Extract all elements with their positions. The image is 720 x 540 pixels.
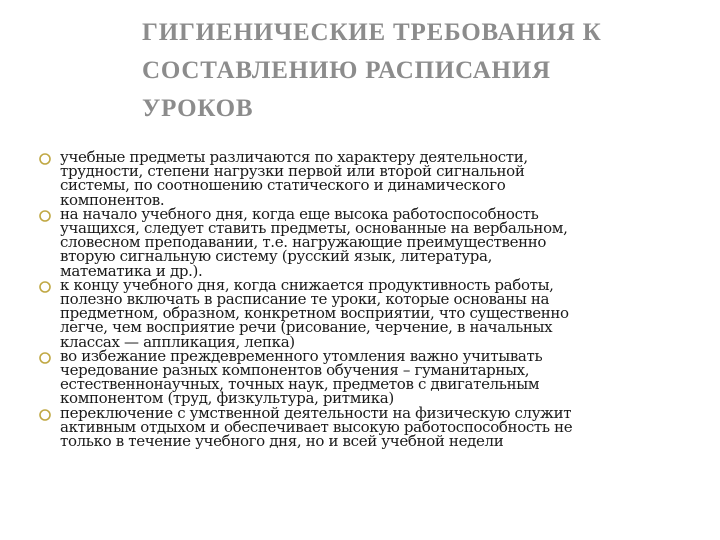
title-line-1: ГИГИЕНИЧЕСКИЕ ТРЕБОВАНИЯ К xyxy=(142,19,602,46)
bullet-text-line: классах — аппликация, лепка) xyxy=(60,332,295,351)
circle-bullet-icon xyxy=(38,408,52,422)
bullet-text-line: во избежание преждевременного утомления важно учитывать xyxy=(60,346,543,365)
bullet-text-line: только в течение учебного дня, но и всей учебной недели xyxy=(60,432,504,451)
bullet-item xyxy=(36,346,708,408)
bullet-text xyxy=(60,150,708,207)
bullet-text-line: легче, чем восприятие речи (рисование, черчение, в начальных xyxy=(60,318,553,337)
circle-bullet-icon xyxy=(38,280,52,294)
bullet-text-line: естественнонаучных, точных наук, предметов с двигательным xyxy=(60,375,540,394)
bullet-item xyxy=(36,403,708,451)
bullet-text xyxy=(60,403,708,451)
bullet-text xyxy=(60,346,708,408)
bullet-text-line: активным отдыхом и обеспечивает высокую работоспособность не xyxy=(60,417,573,436)
bullet-item xyxy=(36,275,708,351)
bullet-text xyxy=(60,204,708,280)
bullet-text-line: системы, по соотношению статического и динамического xyxy=(60,176,506,195)
bullet-text-line: чередование разных компонентов обучения – гуманитарных, xyxy=(60,361,530,380)
bullet-text-line: словесном преподавании, т.е. нагружающие преимущественно xyxy=(60,233,547,252)
bullet-item xyxy=(36,204,708,280)
circle-bullet-icon xyxy=(38,209,52,223)
bullet-list xyxy=(36,148,708,451)
bullet-text-line: на начало учебного дня, когда еще высока работоспособность xyxy=(60,204,539,223)
circle-bullet-icon xyxy=(38,152,52,166)
bullet-text-line: переключение с умственной деятельности на физическую служит xyxy=(60,403,572,422)
slide-title xyxy=(142,14,702,128)
bullet-text-line: предметном, образном, конкретном восприятии, что существенно xyxy=(60,304,569,323)
title-line-2: СОСТАВЛЕНИЮ РАСПИСАНИЯ xyxy=(142,57,551,84)
bullet-text xyxy=(60,275,708,351)
bullet-text-line: к концу учебного дня, когда снижается продуктивность работы, xyxy=(60,275,554,294)
bullet-text-line: трудности, степени нагрузки первой или второй сигнальной xyxy=(60,162,525,181)
bullet-text-line: учащихся, следует ставить предметы, основанные на вербальном, xyxy=(60,219,568,238)
bullet-text-line: учебные предметы различаются по характеру деятельности, xyxy=(60,148,528,166)
title-line-3: УРОКОВ xyxy=(142,95,254,122)
bullet-text-line: полезно включать в расписание те уроки, которые основаны на xyxy=(60,290,550,309)
bullet-item xyxy=(36,150,708,207)
circle-bullet-icon xyxy=(38,351,52,365)
bullet-text-line: компонентом (труд, физкультура, ритмика) xyxy=(60,389,394,408)
bullet-text-line: математика и др.). xyxy=(60,261,203,280)
bullet-text-line: вторую сигнальную систему (русский язык, литература, xyxy=(60,247,493,266)
bullet-text-line: компонентов. xyxy=(60,190,165,209)
